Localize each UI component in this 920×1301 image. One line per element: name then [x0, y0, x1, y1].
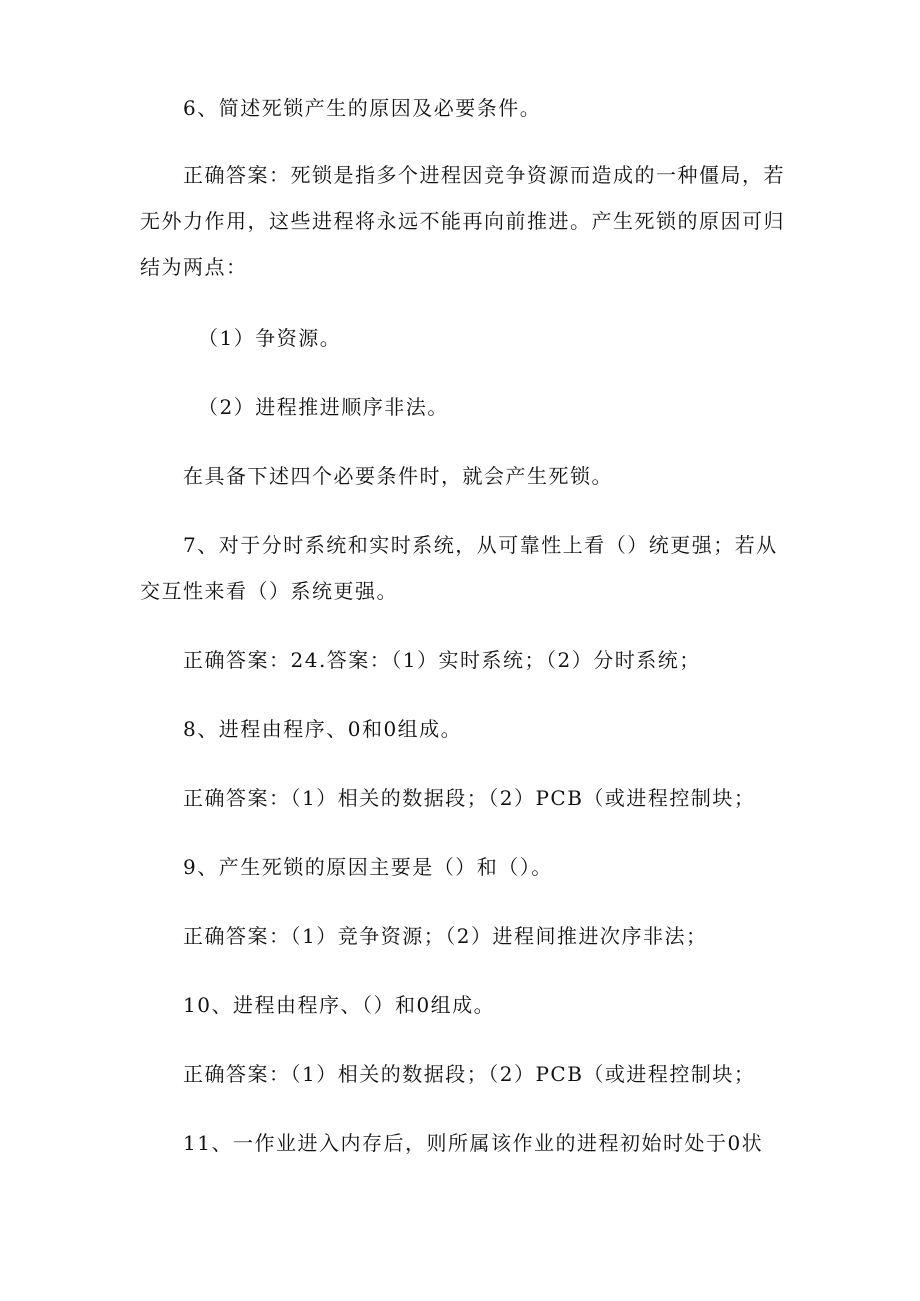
answer-6-conclusion: 在具备下述四个必要条件时，就会产生死锁。: [183, 464, 613, 488]
answer-6-item-1: （1）争资源。: [198, 326, 342, 350]
question-11: 11、一作业进入内存后，则所属该作业的进程初始时处于0状: [183, 1131, 764, 1155]
answer-9: 正确答案：（1）竞争资源；（2）进程间推进次序非法；: [183, 924, 708, 948]
answer-6-item-2: （2）进程推进顺序非法。: [198, 395, 449, 419]
question-6: 6、简述死锁产生的原因及必要条件。: [183, 96, 542, 120]
answer-7: 正确答案：24.答案：（1）实时系统；（2）分时系统；: [183, 648, 701, 672]
question-9: 9、产生死锁的原因主要是（）和（）。: [183, 855, 553, 879]
answer-6: 正确答案：死锁是指多个进程因竞争资源而造成的一种僵局，若无外力作用，这些进程将永远不能再向前推进。产生死锁的原因可归结为两点：: [140, 163, 785, 279]
answer-8: 正确答案：（1）相关的数据段；（2）PCB（或进程控制块；: [183, 786, 756, 810]
question-8: 8、进程由程序、0和0组成。: [183, 717, 463, 741]
question-10: 10、进程由程序、（）和0组成。: [183, 993, 496, 1017]
question-7: 7、对于分时系统和实时系统，从可靠性上看（）统更强；若从交互性来看（）系统更强。: [140, 533, 778, 603]
answer-10: 正确答案：（1）相关的数据段；（2）PCB（或进程控制块；: [183, 1062, 756, 1086]
